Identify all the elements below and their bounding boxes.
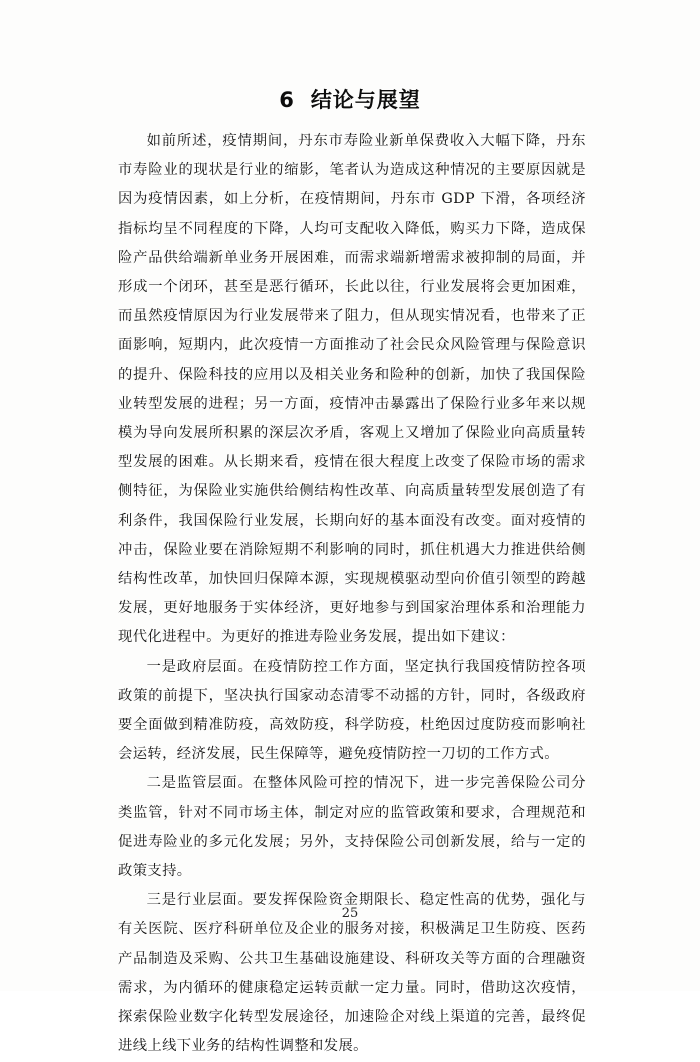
paragraph-government: 一是政府层面。在疫情防控工作方面，坚定执行我国疫情防控各项政策的前提下，坚决执行国家动态清零不动摇的方针，同时，各级政府要全面做到精准防疫，高效防疫，科学防疫，杜绝因过度防疫而影响社会运转，经济发展，民生保障等，避免疫情防控一刀切的工作方式。 bbox=[118, 658, 586, 763]
paragraph-regulation: 二是监管层面。在整体风险可控的情况下，进一步完善保险公司分类监管，针对不同市场主体，制定对应的监管政策和要求，合理规范和促进寿险业的多元化发展；另外，支持保险公司创新发展，给与一定的政策支持。 bbox=[118, 775, 586, 880]
chapter-heading bbox=[0, 84, 700, 114]
paragraph-industry: 三是行业层面。要发挥保险资金期限长、稳定性高的优势，强化与有关医院、医疗科研单位及企业的服务对接，积极满足卫生防疫、医药产品制造及采购、公共卫生基础设施建设、科研攻关等方面的合理融资需求，为内循环的健康稳定运转贡献一定力量。同时，借助这次疫情，探索保险业数字化转型发展途径，加速险企对线上渠道的完善，最终促进线上线下业务的结构性调整和发展。 bbox=[118, 892, 586, 1055]
chapter-number: 6 bbox=[279, 88, 295, 112]
page-number: 25 bbox=[341, 906, 359, 921]
body-text bbox=[118, 127, 586, 1062]
paragraph-intro: 如前所述，疫情期间，丹东市寿险业新单保费收入大幅下降，丹东市寿险业的现状是行业的缩影，笔者认为造成这种情况的主要原因就是因为疫情因素，如上分析，在疫情期间，丹东市 GDP 下滑，各项经济指标均呈不同程度的下降，人均可支配收入降低，购买力下降，造成保险产品供给端新单业务开展困难，而需求端新增需求被抑制的局面，并形成一个闭环，甚至是恶行循环，长此以往，行业发展将会更加困难，而虽然疫情原因为行业发展带来了阻力，但从现实情况看，也带来了正面影响，短期内，此次疫情一方面推动了社会民众风险管理与保险意识的提升、保险科技的应用以及相关业务和险种的创新，加快了我国保险业转型发展的进程；另一方面，疫情冲击暴露出了保险行业多年来以规模为导向发展所积累的深层次矛盾，客观上又增加了保险业向高质量转型发展的困难。从长期来看，疫情在很大程度上改变了保险市场的需求侧特征，为保险业实施供给侧结构性改革、向高质量转型发展创造了有利条件，我国保险行业发展，长期向好的基本面没有改变。面对疫情的冲击，保险业要在消除短期不利影响的同时，抓住机遇大力推进供给侧结构性改革，加快回归保障本源，实现规模驱动型向价值引领型的跨越发展，更好地服务于实体经济，更好地参与到国家治理体系和治理能力现代化进程中。为更好的推进寿险业务发展，提出如下建议： bbox=[118, 133, 586, 646]
chapter-title: 结论与展望 bbox=[310, 88, 421, 112]
